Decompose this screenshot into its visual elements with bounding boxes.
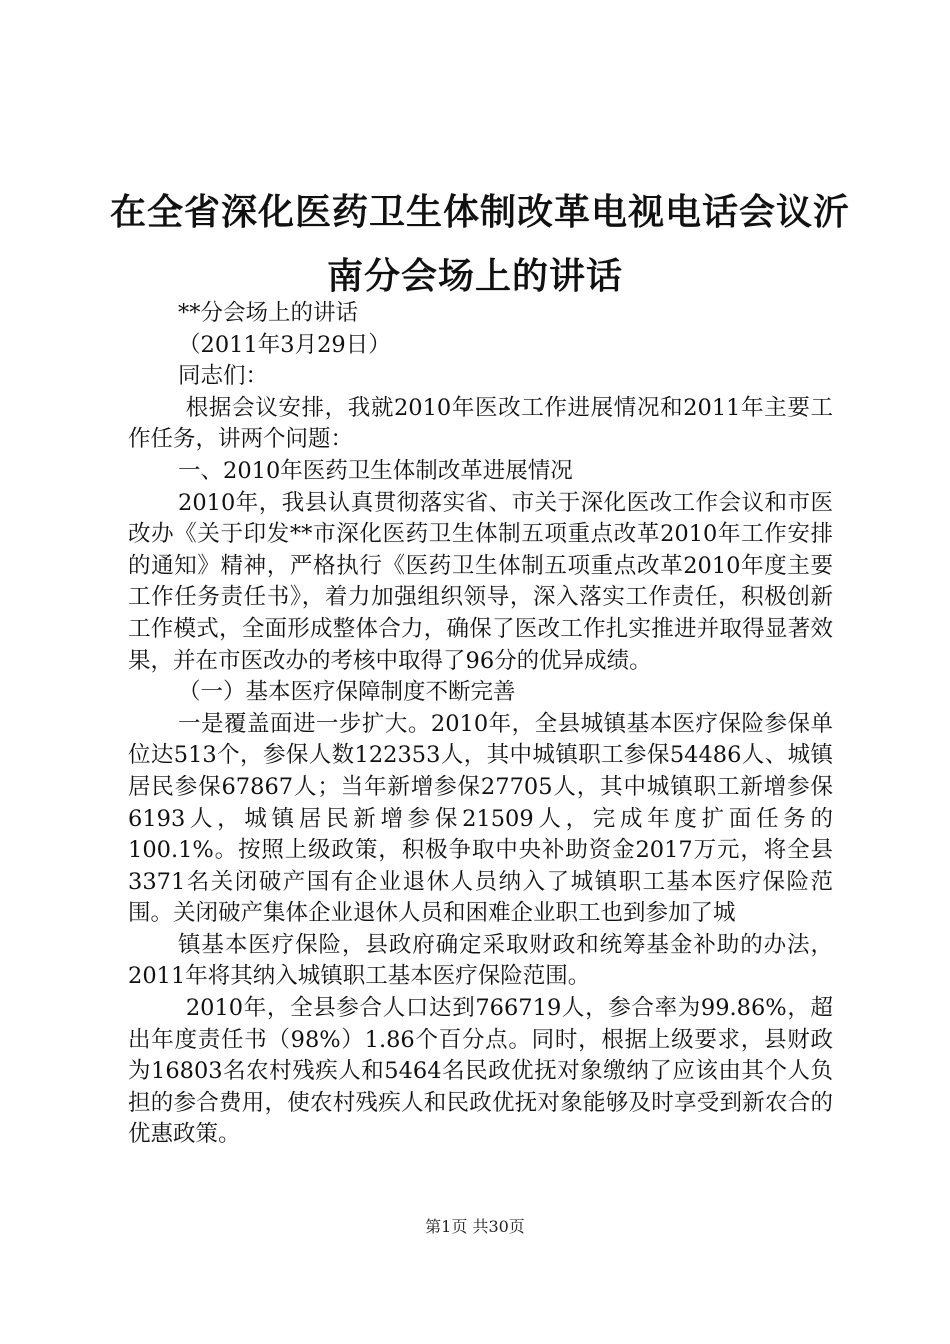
page-footer: 第1页 共30页 <box>425 1217 525 1236</box>
section-heading-1: 一、2010年医药卫生体制改革进展情况 <box>178 457 573 484</box>
body-paragraph-continued: 镇基本医疗保险，县政府确定采取财政和统筹基金补助的办法，2011年将其纳入城镇职工基本医疗保险范围。 <box>128 931 833 990</box>
body-paragraph-overview: 2010年，我县认真贯彻落实省、市关于深化医改工作会议和市医改办《关于印发**市深化医药卫生体制五项重点改革2010年工作安排的通知》精神，严格执行《医药卫生体制五项重点改革2010年度主要工作任务责任书》，着力加强组织领导，深入落实工作责任，积极创新工作模式，全面形成整体合力，确保了医改工作扎实推进并取得显著效果，并在市医改办的考核中取得了96分的优异成绩。 <box>128 489 833 674</box>
salutation: 同志们： <box>178 363 269 390</box>
document-body <box>128 298 833 1151</box>
document-title-line-1: 在全省深化医药卫生体制改革电视电话会议沂 <box>110 192 851 233</box>
body-paragraph-coverage: 一是覆盖面进一步扩大。2010年，全县城镇基本医疗保险参保单位达513个，参保人数122353人，其中城镇职工参保54486人、城镇居民参保67867人；当年新增参保27705人，其中城镇职工新增参保6193人，城镇居民新增参保21509人，完成年度扩面任务的100.1%。按照上级政策，积极争取中央补助资金2017万元，将全县3371名关闭破产国有企业退休人员纳入了城镇职工基本医疗保险范围。关闭破产集体企业退休人员和困难企业职工也到参加了城 <box>128 710 833 927</box>
venue-line: **分会场上的讲话 <box>178 300 359 326</box>
body-paragraph-ncms: 2010年，全县参合人口达到766719人，参合率为99.86%，超出年度责任书（98%）1.86个百分点。同时，根据上级要求，县财政为16803名农村残疾人和5464名民政优抚对象缴纳了应该由其个人负担的参合费用，使农村残疾人和民政优抚对象能够及时享受到新农合的优惠政策。 <box>128 995 834 1148</box>
intro-paragraph: 根据会议安排，我就2010年医改工作进展情况和2011年主要工作任务，讲两个问题： <box>128 394 833 453</box>
document-title-line-2: 南分会场上的讲话 <box>326 256 623 297</box>
subsection-heading-1: （一）基本医疗保障制度不断完善 <box>178 679 516 706</box>
date-line: （2011年3月29日） <box>178 331 391 358</box>
